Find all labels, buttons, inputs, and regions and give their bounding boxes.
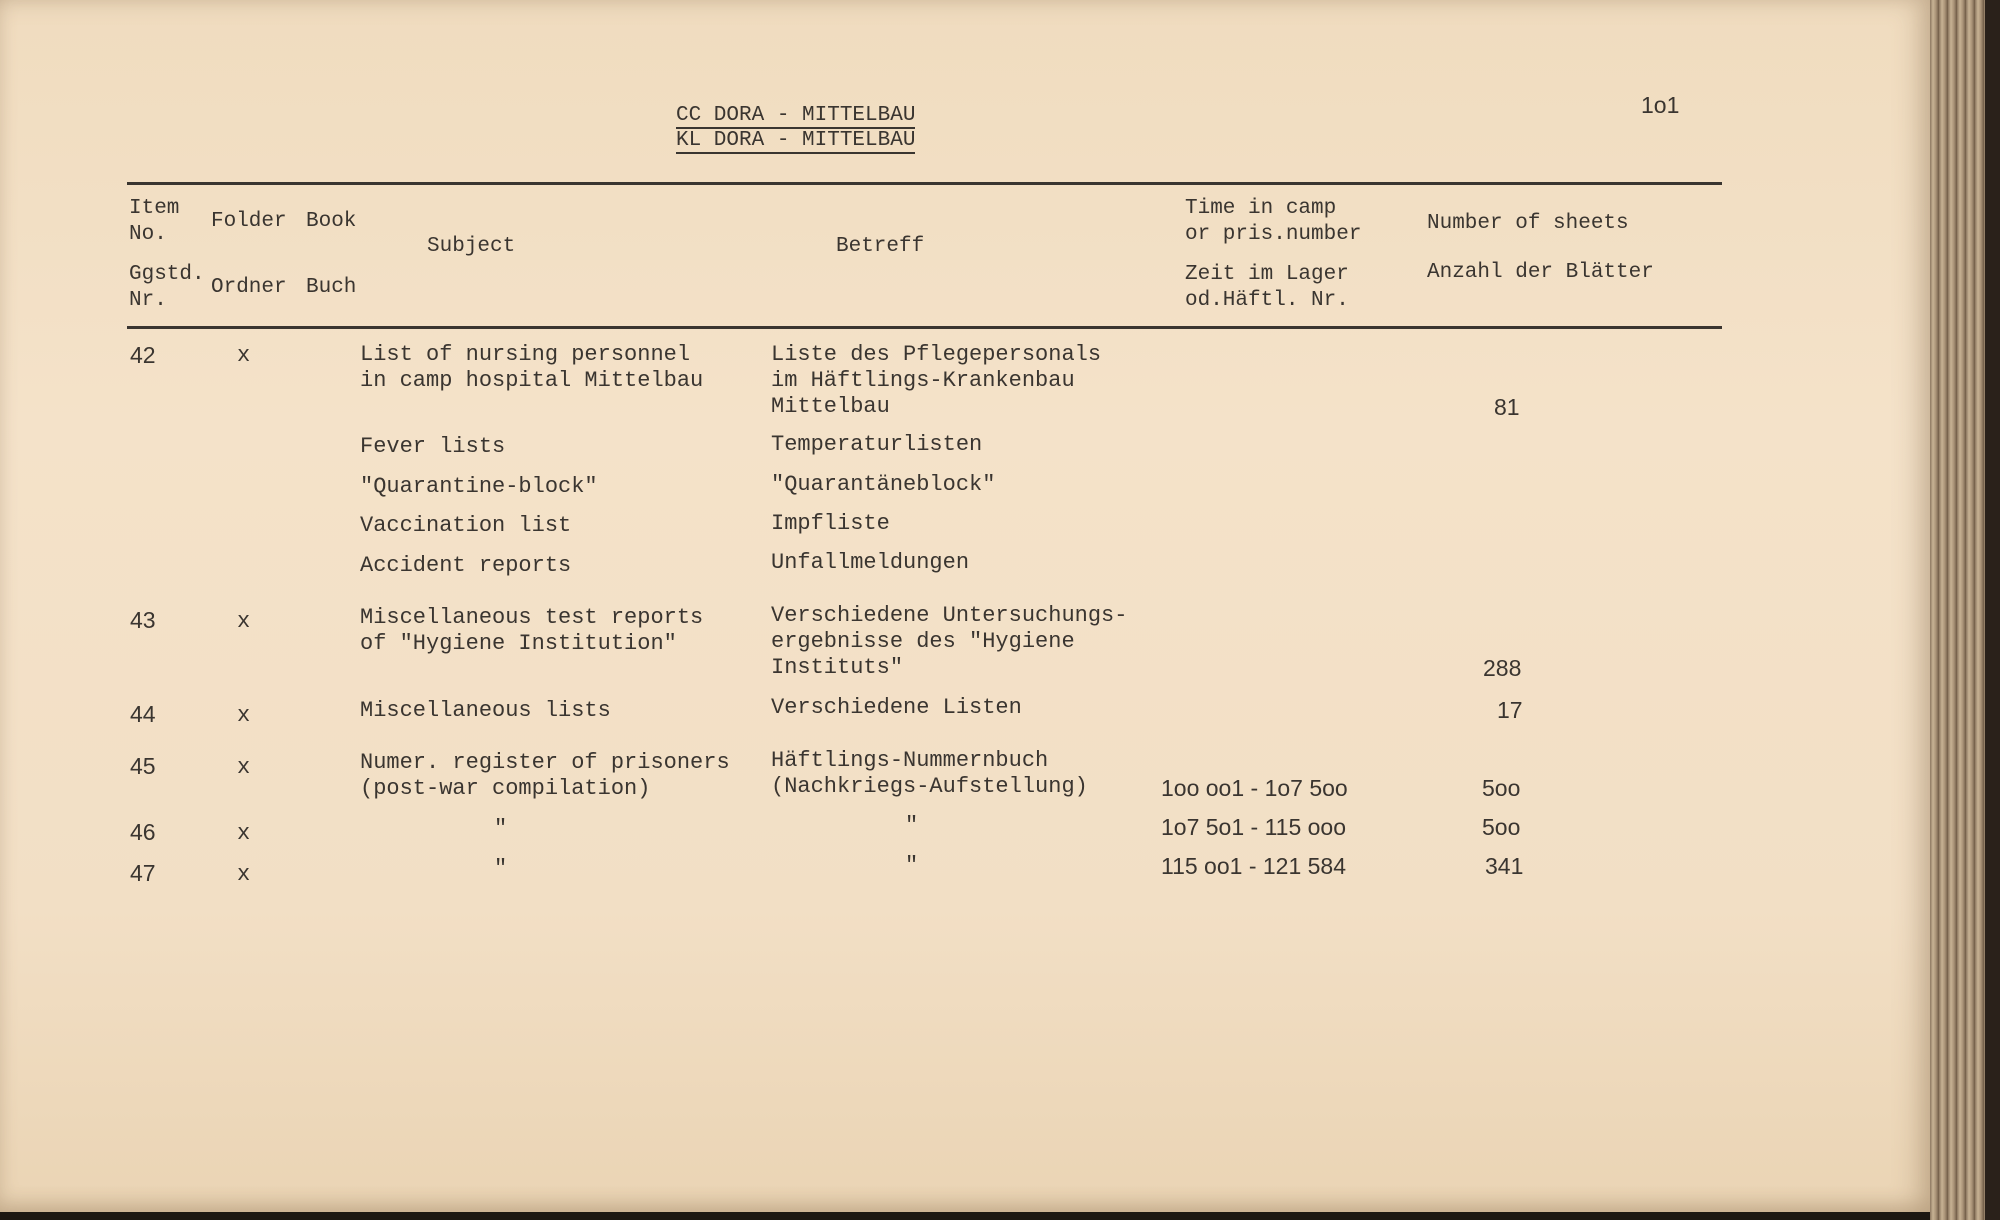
title-line-english: CC DORA - MITTELBAU <box>676 104 916 127</box>
book-edge <box>1985 0 2000 1220</box>
betreff-cell: Unfallmeldungen <box>771 550 970 575</box>
folder-mark: x <box>237 609 251 634</box>
header-folder-english: Folder <box>211 210 287 233</box>
time-cell: 1oo oo1 - 1o7 5oo <box>1161 775 1348 801</box>
header-top-rule <box>127 182 1722 185</box>
folder-mark: x <box>237 343 251 368</box>
ditto-mark: " <box>494 856 508 881</box>
folder-mark: x <box>237 755 251 780</box>
betreff-cell: Häftlings-Nummernbuch (Nachkriegs-Aufstellung) <box>771 748 1088 799</box>
item-number: 47 <box>130 860 156 886</box>
header-book-german: Buch <box>306 276 357 299</box>
ditto-mark: " <box>905 813 919 838</box>
betreff-cell: Impfliste <box>771 511 890 536</box>
header-folder-german: Ordner <box>211 276 287 299</box>
header-time-english: Time in camp or pris.number <box>1185 197 1362 246</box>
item-number: 46 <box>130 819 156 845</box>
time-cell: 115 oo1 - 121 584 <box>1161 853 1347 879</box>
item-number: 44 <box>130 701 156 727</box>
subject-cell: "Quarantine-block" <box>360 474 598 499</box>
betreff-cell: "Quarantäneblock" <box>771 472 996 497</box>
subject-cell: Fever lists <box>360 434 506 459</box>
header-item-english: Item No. <box>129 197 180 246</box>
subject-cell: List of nursing personnel in camp hospital Mittelbau <box>360 342 704 393</box>
header-bottom-rule <box>127 326 1722 329</box>
subject-cell: Miscellaneous test reports of "Hygiene Institution" <box>360 605 704 656</box>
folder-mark: x <box>237 703 251 728</box>
sheets-cell: 5oo <box>1482 775 1521 801</box>
subject-cell: Numer. register of prisoners (post-war compilation) <box>360 750 730 801</box>
subject-cell: Accident reports <box>360 553 572 578</box>
sheets-cell: 17 <box>1497 697 1523 723</box>
header-item-german: Ggstd. Nr. <box>129 263 205 312</box>
subject-cell: Vaccination list <box>360 513 572 538</box>
sheets-cell: 81 <box>1494 394 1520 420</box>
sheets-cell: 5oo <box>1482 814 1521 840</box>
title-line-german: KL DORA - MITTELBAU <box>676 129 916 152</box>
header-sheets-english: Number of sheets <box>1427 212 1629 235</box>
header-time-german: Zeit im Lager od.Häftl. Nr. <box>1185 263 1349 312</box>
page-number: 1o1 <box>1641 92 1680 118</box>
time-cell: 1o7 5o1 - 115 ooo <box>1161 814 1347 840</box>
header-subject: Subject <box>427 235 516 258</box>
betreff-cell: Temperaturlisten <box>771 432 983 457</box>
betreff-cell: Liste des Pflegepersonals im Häftlings-Krankenbau Mittelbau <box>771 342 1102 419</box>
header-book-english: Book <box>306 210 357 233</box>
item-number: 45 <box>130 753 156 779</box>
betreff-cell: Verschiedene Untersuchungs- ergebnisse des "Hygiene Instituts" <box>771 603 1128 680</box>
header-betreff: Betreff <box>836 235 925 258</box>
folder-mark: x <box>237 821 251 846</box>
item-number: 42 <box>130 342 156 368</box>
sheets-cell: 288 <box>1483 655 1522 681</box>
sheets-cell: 341 <box>1485 853 1524 879</box>
subject-cell: Miscellaneous lists <box>360 698 611 723</box>
item-number: 43 <box>130 607 156 633</box>
ditto-mark: " <box>905 853 919 878</box>
header-sheets-german: Anzahl der Blätter <box>1427 261 1654 284</box>
betreff-cell: Verschiedene Listen <box>771 695 1022 720</box>
folder-mark: x <box>237 862 251 887</box>
ditto-mark: " <box>494 816 508 841</box>
